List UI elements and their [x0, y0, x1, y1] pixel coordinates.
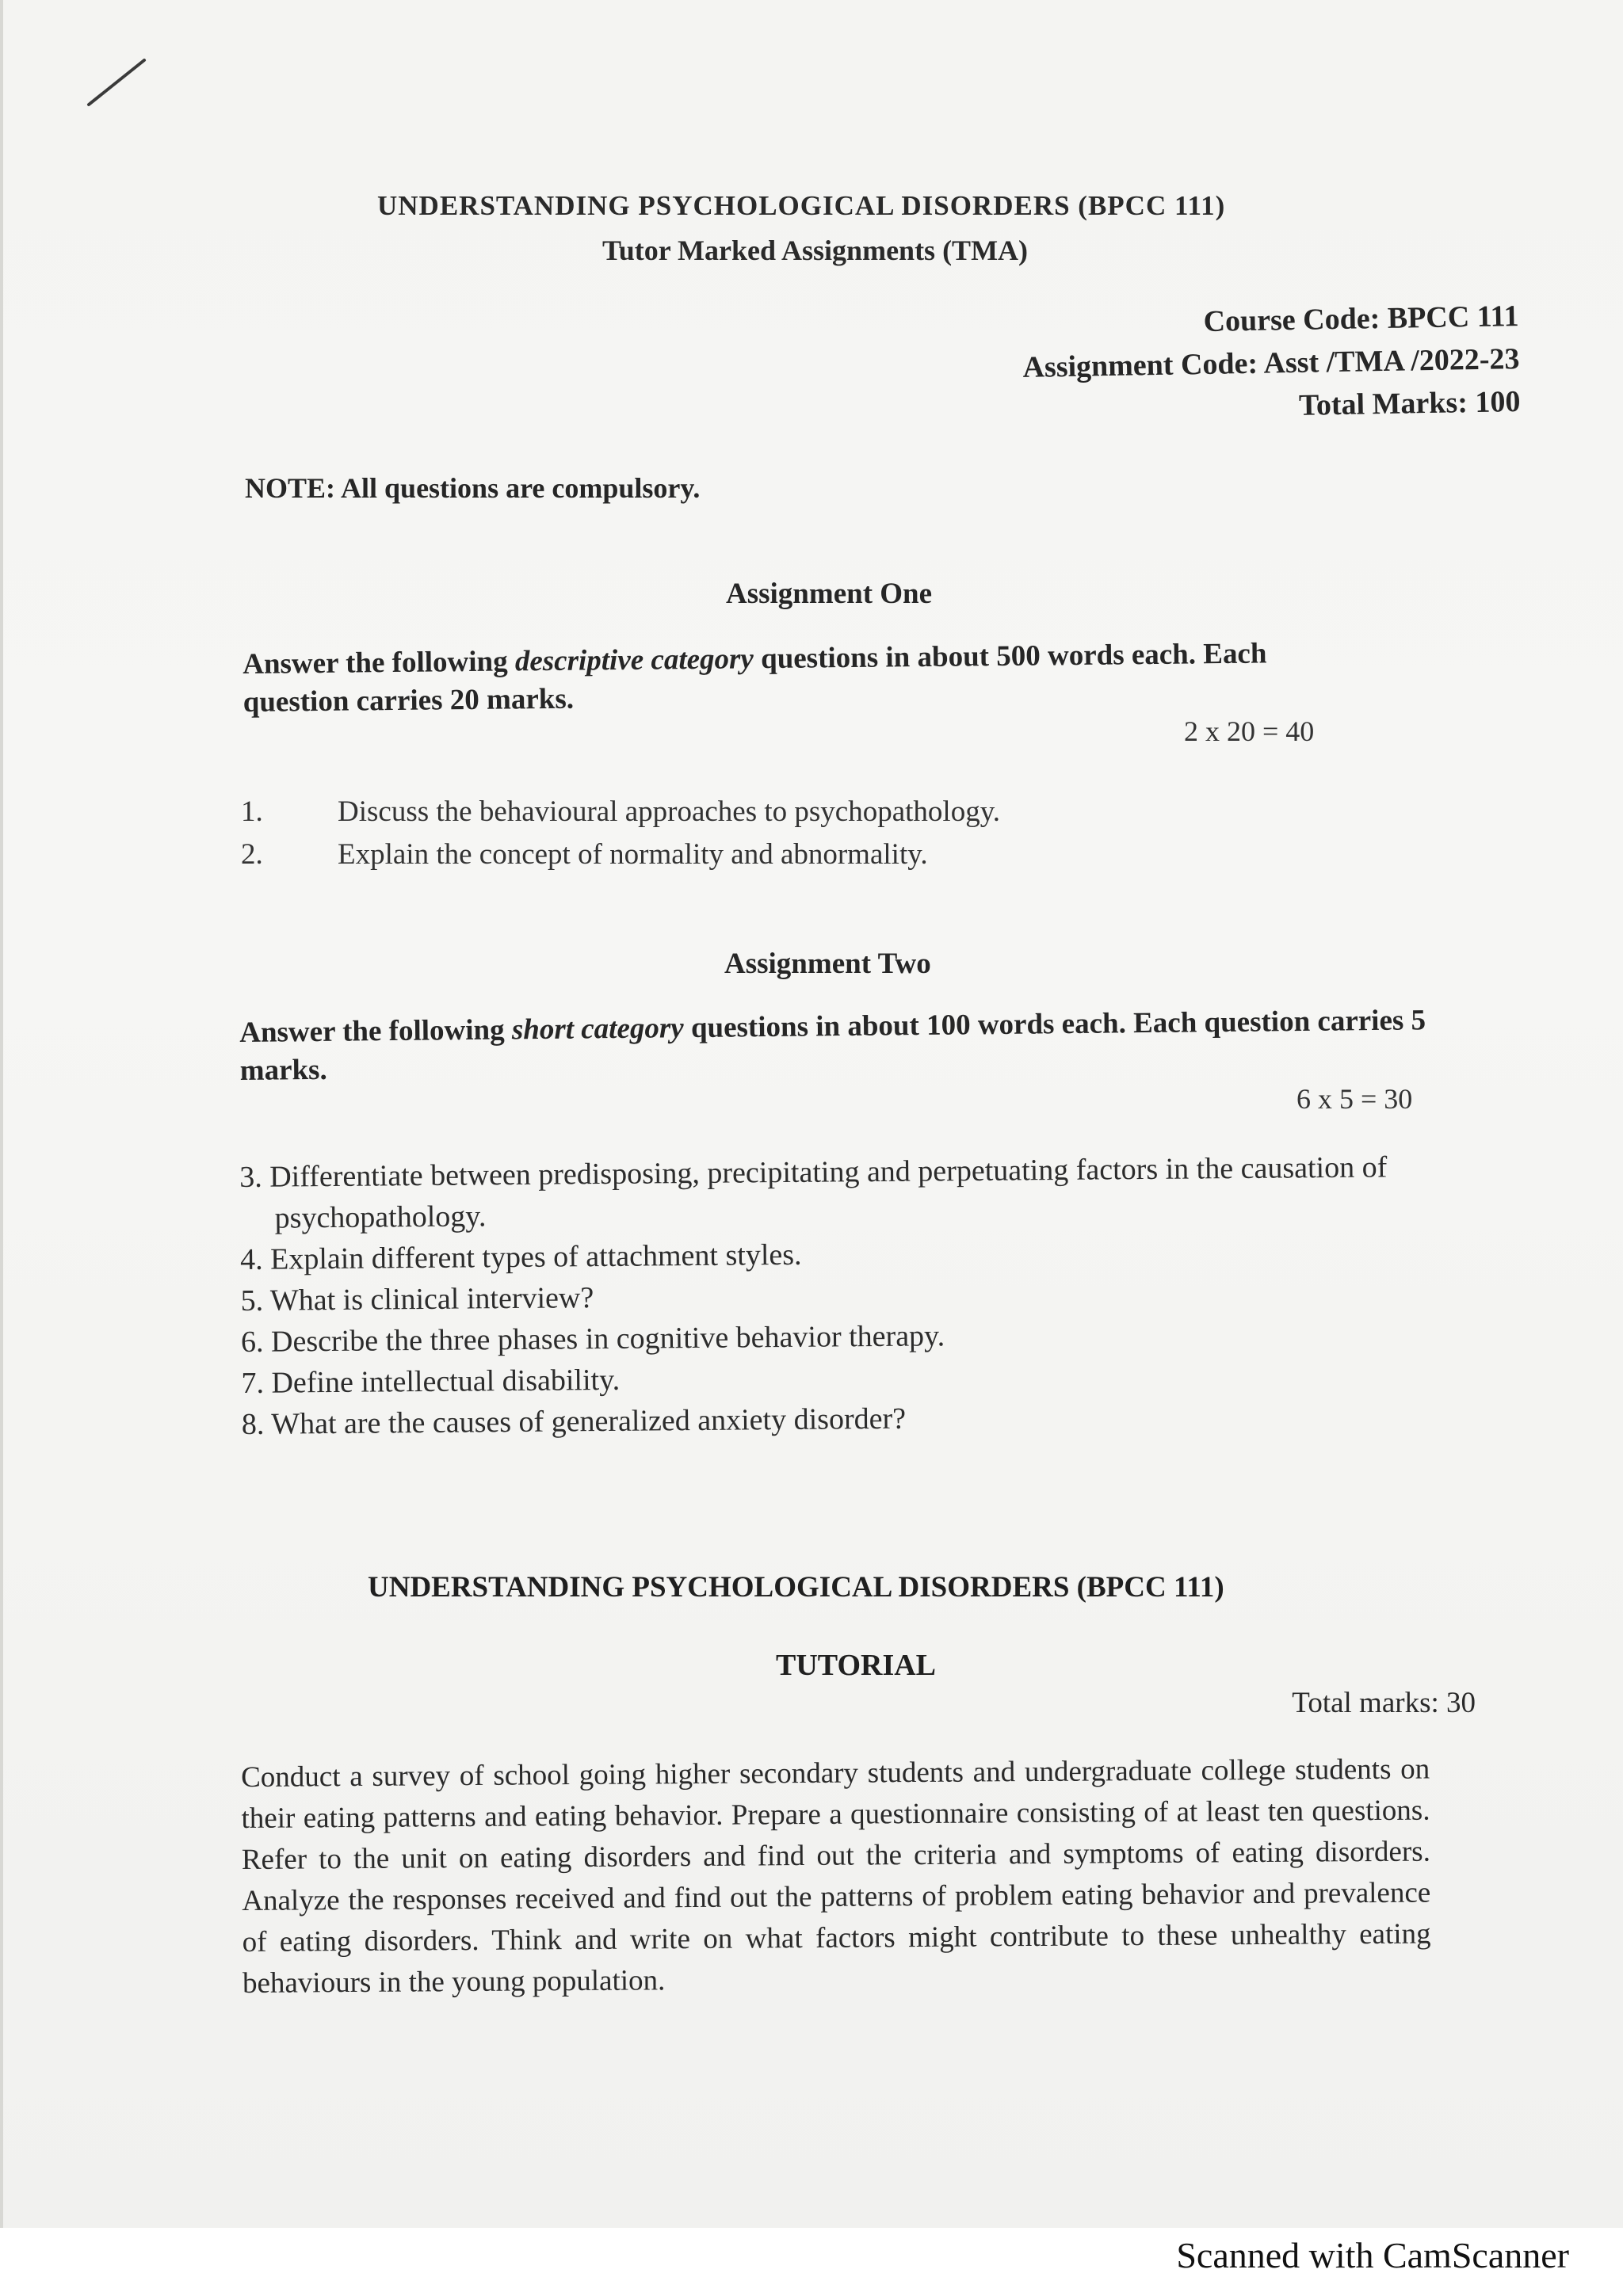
assignment-code: Assignment Code: Asst /TMA /2022-23 [1022, 341, 1520, 384]
assignment-two-heading: Assignment Two [724, 948, 931, 980]
assignment-two-instruction [239, 1001, 1429, 1090]
assignment-one-instruction [242, 634, 1345, 722]
instruction-text-start: Answer the following [239, 1013, 513, 1049]
question-text: Explain the concept of normality and abnormality. [338, 838, 928, 871]
instruction-text-end: questions in about 100 words each. Each question carries 5 marks. [239, 1004, 1426, 1087]
instruction-emphasis: short category [511, 1012, 684, 1047]
tutorial-body: Conduct a survey of school going higher secondary students and undergraduate college students on their eating patterns and eating behavior. Prepare a questionnaire consisting of at least ten questions. Refer to the unit on eating disorders and find out the criteria and symptoms of eating disorders. Analyze the responses received and find out the patterns of problem eating behavior and prevalence of eating disorders. Think and write on what factors might contribute to these unhealthy eating behaviours in the young population. [241, 1753, 1431, 2000]
instruction-text-end: questions in about 500 words each. Each question carries 20 marks. [242, 637, 1267, 719]
question-text: Differentiate between predisposing, precipitating and perpetuating factors in the causation of [269, 1150, 1388, 1194]
question-number: 4. [239, 1242, 263, 1276]
question-text: What are the causes of generalized anxiety disorder? [271, 1402, 907, 1441]
question-text: Define intellectual disability. [271, 1363, 621, 1400]
document-subtitle: Tutor Marked Assignments (TMA) [602, 235, 1029, 266]
tutorial-total-marks: Total marks: 30 [1292, 1687, 1476, 1719]
question-item [239, 1146, 1468, 1239]
compulsory-note: NOTE: All questions are compulsory. [245, 472, 701, 504]
question-text: Discuss the behavioural approaches to psychopathology. [338, 795, 1001, 828]
question-item [241, 833, 1000, 876]
question-text: Explain different types of attachment styles. [269, 1238, 802, 1276]
pen-tick-mark [82, 55, 154, 119]
assignment-one-questions [241, 791, 1000, 876]
tutorial-heading: TUTORIAL [776, 1649, 937, 1682]
question-text: Describe the three phases in cognitive behavior therapy. [270, 1319, 945, 1359]
question-text: What is clinical interview? [269, 1281, 594, 1318]
total-marks: Total Marks: 100 [1298, 384, 1521, 422]
question-number: 1. [241, 795, 263, 828]
instruction-emphasis: descriptive category [514, 643, 754, 678]
instruction-text-start: Answer the following [242, 645, 516, 681]
question-number: 7. [241, 1366, 265, 1400]
question-number: 3. [239, 1160, 262, 1194]
assignment-two-marks: 6 x 5 = 30 [1296, 1083, 1413, 1115]
question-number: 2. [241, 838, 263, 871]
assignment-one-heading: Assignment One [726, 578, 933, 610]
question-number: 5. [240, 1283, 264, 1318]
tutorial-title: UNDERSTANDING PSYCHOLOGICAL DISORDERS (BPCC 111) [368, 1571, 1224, 1604]
question-number: 6. [240, 1325, 264, 1359]
question-number: 8. [241, 1407, 265, 1441]
assignment-one-marks: 2 x 20 = 40 [1184, 715, 1315, 747]
assignment-two-questions [239, 1146, 1470, 1445]
question-text-continuation: psychopathology. [274, 1199, 487, 1235]
document-title: UNDERSTANDING PSYCHOLOGICAL DISORDERS (BPCC 111) [377, 190, 1226, 221]
course-code: Course Code: BPCC 111 [1203, 299, 1519, 338]
question-item [241, 791, 1000, 833]
scanner-watermark: Scanned with CamScanner [1176, 2235, 1569, 2275]
assignment-meta [1022, 295, 1521, 432]
